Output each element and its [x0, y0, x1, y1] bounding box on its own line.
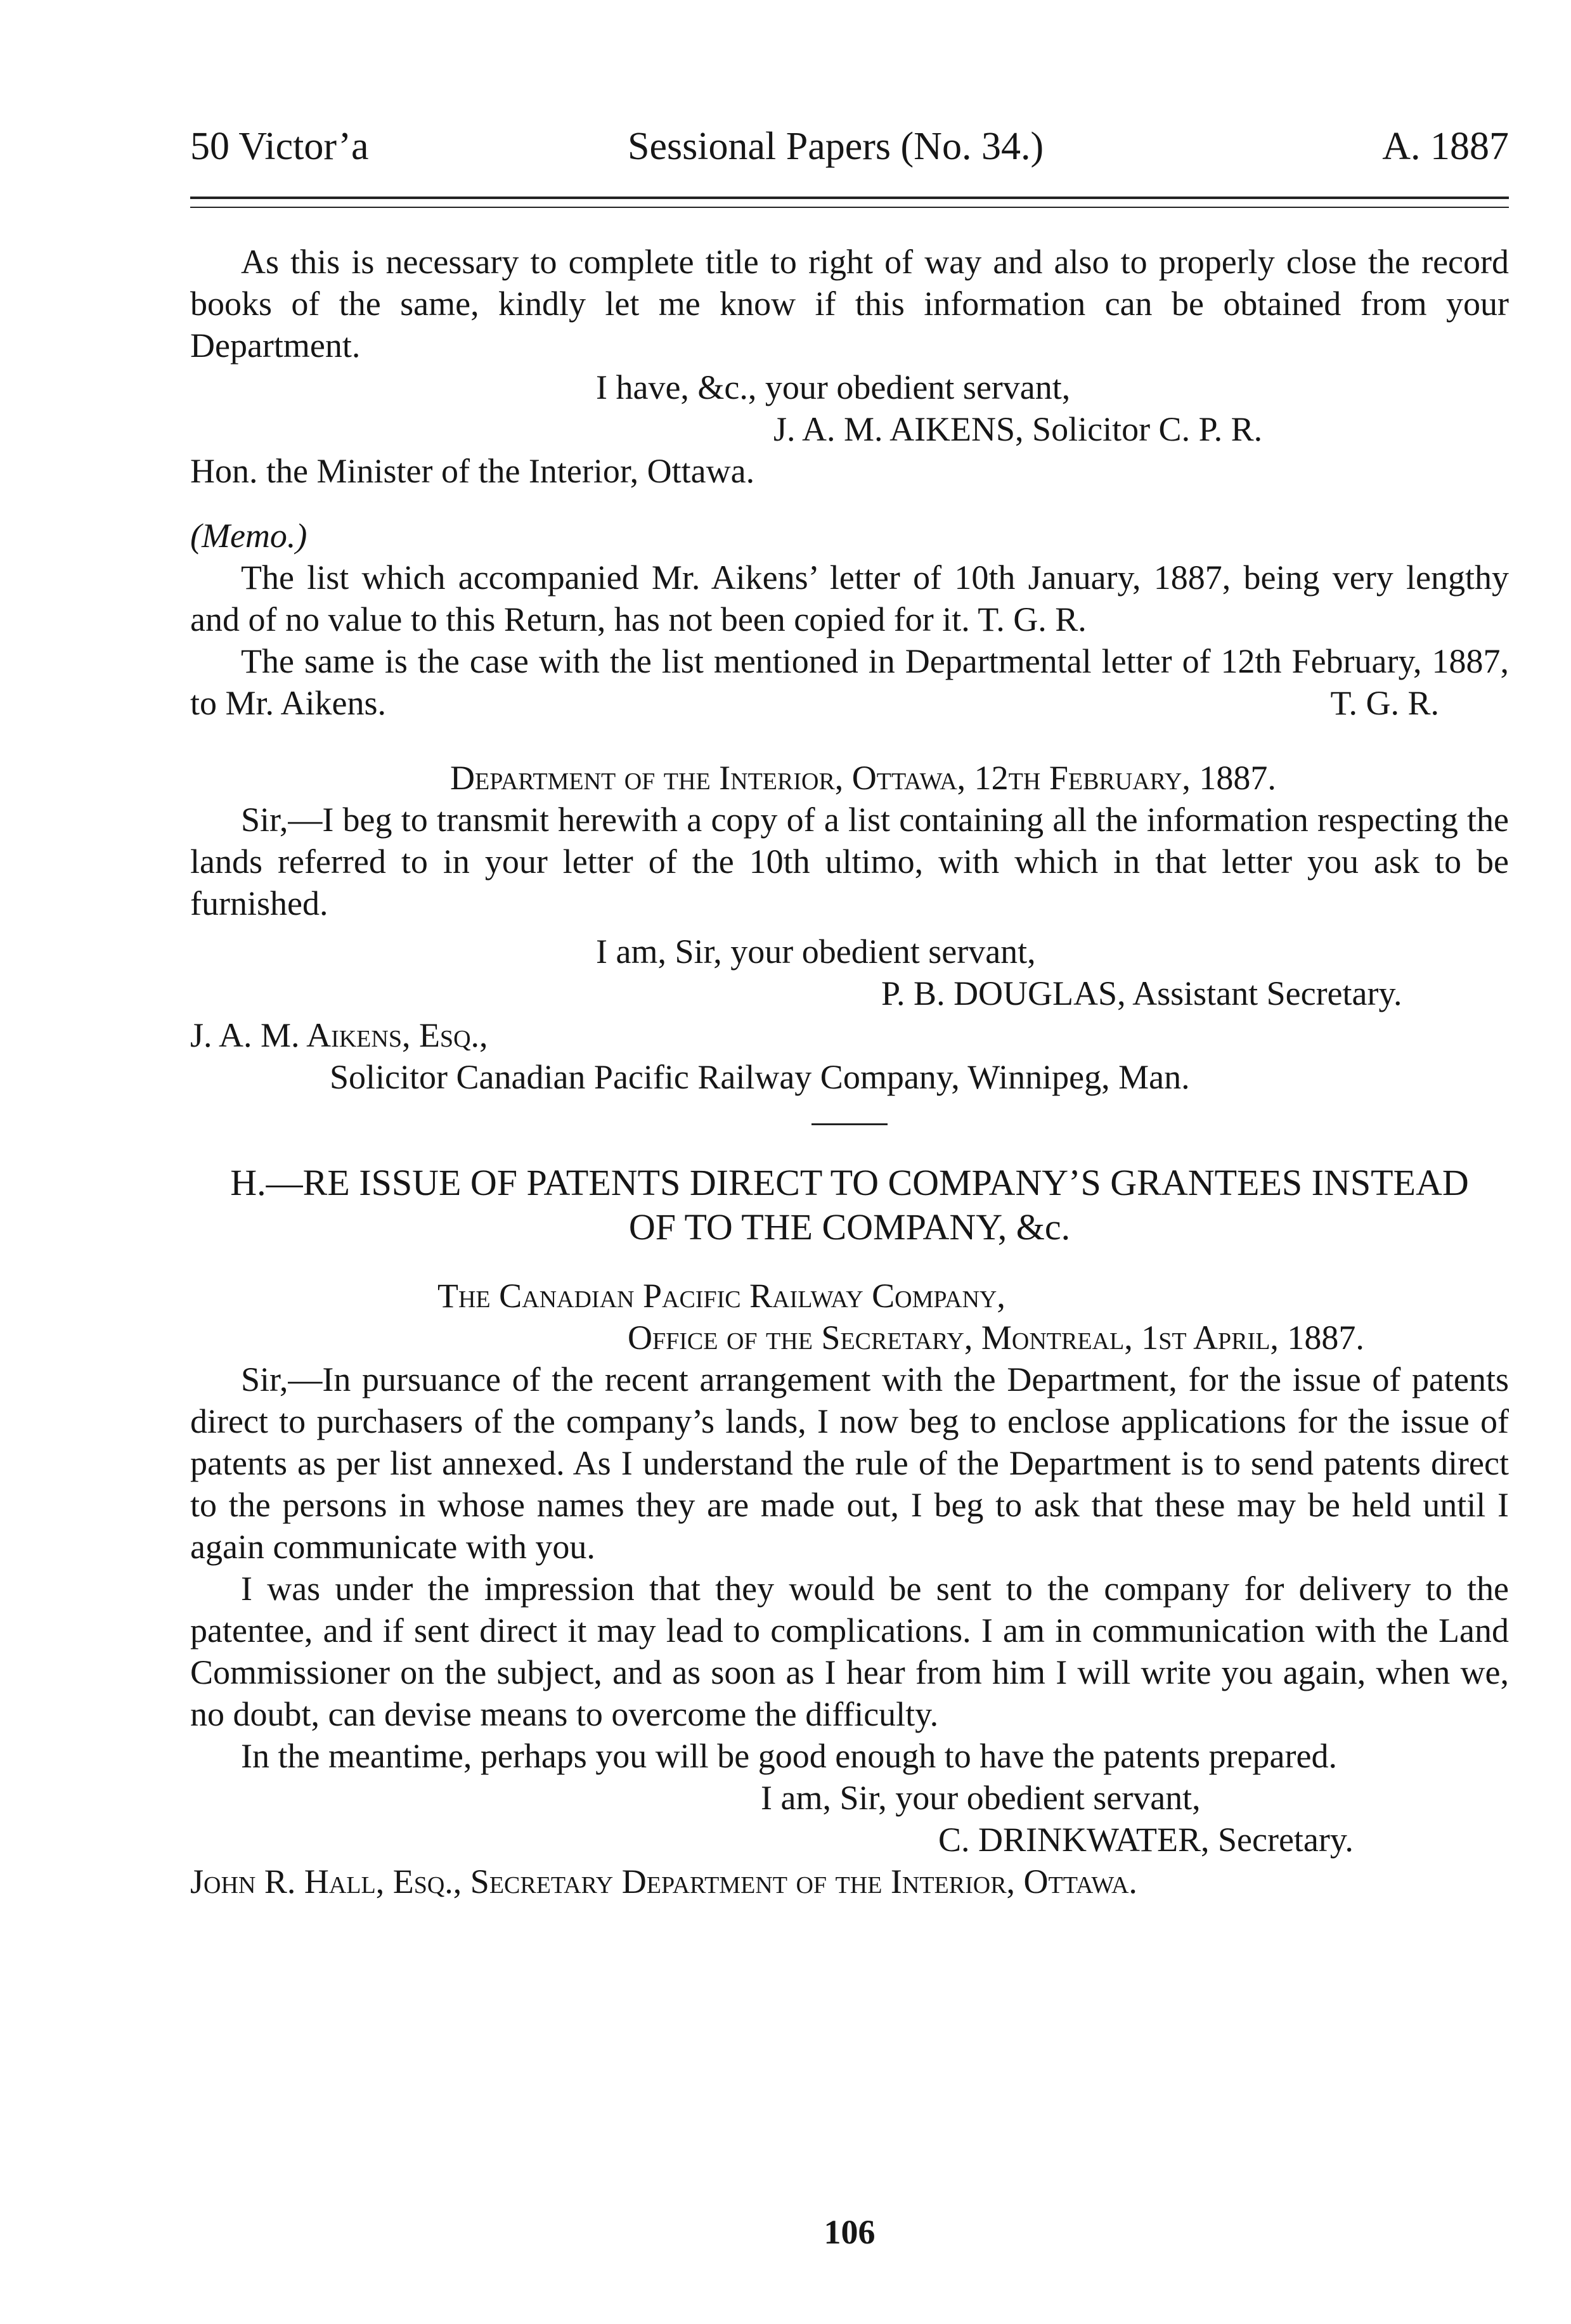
letter1-closing: I have, &c., your obedient servant,: [596, 368, 1071, 406]
letter3-paragraph-1: Sir,—In pursuance of the recent arrangement with the Department, for the issue of patents direct to purchasers of the company’s lands, I now beg to enclose applications for the issue of patents as per list annexed. As I understand the rule of the Department is to send patents direct to the persons in whose names they are made out, I beg to ask that these may be held until I again communicate with you.: [190, 1360, 1509, 1566]
header-year: A. 1887: [1382, 125, 1509, 168]
memo-paragraph-2-text: The same is the case with the list mentioned in Departmental letter of 12th February, 1887, to Mr. Aikens.: [190, 642, 1509, 722]
letter2-addressee-title: Solicitor Canadian Pacific Railway Company, Winnipeg, Man.: [330, 1058, 1190, 1096]
page-number: 106: [824, 2213, 876, 2251]
letter2-paragraph: Sir,—I beg to transmit herewith a copy of a list containing all the information respecting the lands referred to in your letter of the 10th ultimo, with which in that letter you ask to be furnished.: [190, 801, 1509, 922]
memo-paragraph-2: [190, 640, 1509, 724]
letter2-dateline: Department of the Interior, Ottawa, 12th February, 1887.: [450, 759, 1276, 797]
letter3-closing: I am, Sir, your obedient servant,: [761, 1779, 1201, 1817]
letter3-paragraph-3: In the meantime, perhaps you will be good enough to have the patents prepared.: [241, 1737, 1337, 1775]
memo-initials: T. G. R.: [1330, 684, 1439, 722]
memo-paragraph-1: The list which accompanied Mr. Aikens’ letter of 10th January, 1887, being very lengthy and of no value to this Return, has not been copied for it. T. G. R.: [190, 558, 1509, 638]
letter3-signature: C. DRINKWATER, Secretary.: [938, 1821, 1354, 1859]
header-title: Sessional Papers (No. 34.): [628, 125, 1044, 168]
letter3-office-dateline: Office of the Secretary, Montreal, 1st April, 1887.: [628, 1319, 1364, 1357]
letter3-paragraph-2: I was under the impression that they would be sent to the company for delivery to the patentee, and if sent direct it may lead to complications. I am in communication with the Land Commissioner on the subject, and as soon as I hear from him I will write you again, when we, no doubt, can devise means to overcome the difficulty.: [190, 1570, 1509, 1733]
memo-label: (Memo.): [190, 517, 307, 555]
spacer: [190, 724, 1509, 757]
letter2-closing: I am, Sir, your obedient servant,: [596, 933, 1036, 971]
section-heading-line-2: OF TO THE COMPANY, &c.: [628, 1206, 1071, 1248]
letter1-addressee: Hon. the Minister of the Interior, Ottawa.: [190, 452, 755, 490]
section-heading: [190, 1161, 1509, 1249]
section-heading-line-1: H.—RE ISSUE OF PATENTS DIRECT TO COMPANY’S GRANTEES INSTEAD: [230, 1162, 1469, 1203]
header-rule-thin: [190, 207, 1509, 208]
letter2-addressee-name: J. A. M. Aikens, Esq.,: [190, 1016, 488, 1054]
header-left: 50 Victor’a: [190, 125, 369, 168]
letter3-addressee: John R. Hall, Esq., Secretary Department of the Interior, Ottawa.: [190, 1862, 1137, 1901]
letter1-signature: J. A. M. AIKENS, Solicitor C. P. R.: [773, 410, 1263, 448]
letter3-organization: The Canadian Pacific Railway Company,: [437, 1277, 1005, 1315]
running-header: [190, 101, 1509, 197]
letter2-signature: P. B. DOUGLAS, Assistant Secretary.: [881, 974, 1402, 1012]
letter1-paragraph: As this is necessary to complete title to right of way and also to properly close the record books of the same, kindly let me know if this information can be obtained from your Department.: [190, 243, 1509, 365]
document-page: [190, 101, 1509, 2251]
body-text: [190, 241, 1509, 1902]
header-rule-thick: [190, 197, 1509, 199]
section-divider: [811, 1123, 888, 1125]
